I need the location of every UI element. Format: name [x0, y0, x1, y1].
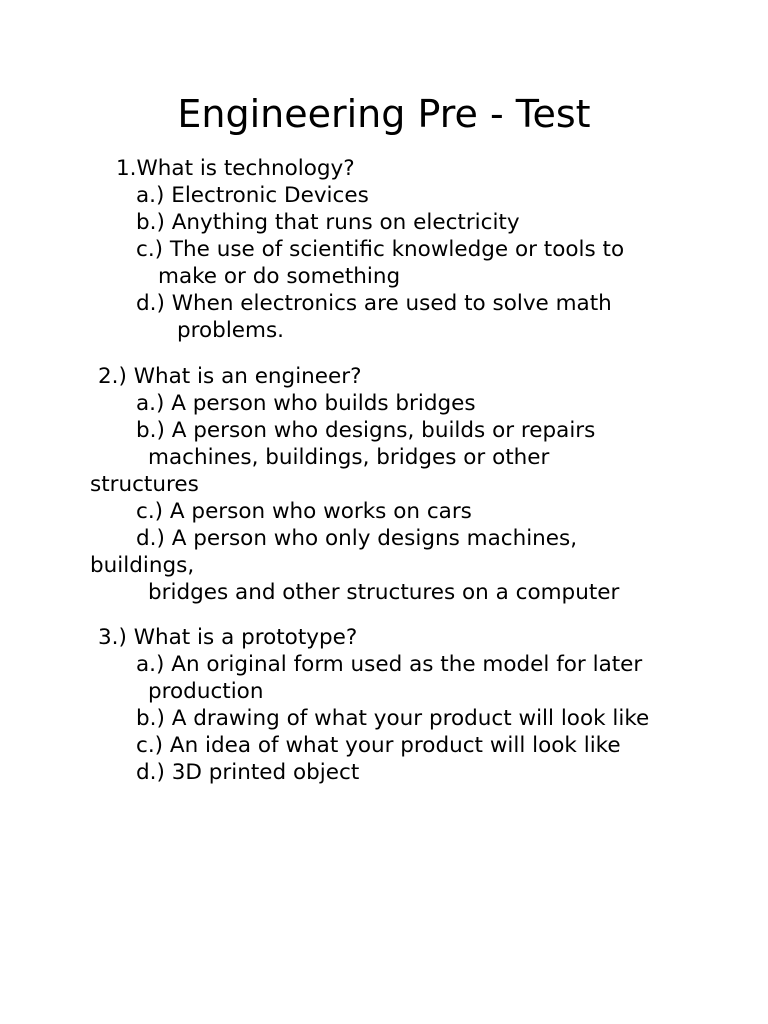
question-2-option-d-continued: buildings,	[90, 553, 195, 578]
question-2-option-d: d.) A person who only designs machines,	[136, 526, 578, 551]
question-2-prompt: 2.) What is an engineer?	[98, 364, 362, 389]
question-1-option-b: b.) Anything that runs on electricity	[136, 210, 520, 235]
question-3-option-c: c.) An idea of what your product will look like	[136, 733, 621, 758]
question-3-option-b: b.) A drawing of what your product will look like	[136, 706, 650, 731]
question-1-option-d-continued: problems.	[177, 318, 284, 343]
question-1-option-d: d.) When electronics are used to solve math	[136, 291, 612, 316]
question-3-prompt: 3.) What is a prototype?	[98, 625, 358, 650]
question-2-option-c: c.) A person who works on cars	[136, 499, 472, 524]
question-3-option-a-continued: production	[148, 679, 264, 704]
question-2-option-a: a.) A person who builds bridges	[136, 391, 476, 416]
question-2-option-b: b.) A person who designs, builds or repairs	[136, 418, 596, 443]
question-1-option-c: c.) The use of scientific knowledge or tools to	[136, 237, 625, 262]
document-title: Engineering Pre - Test	[177, 92, 591, 136]
question-1-prompt: 1.What is technology?	[116, 156, 355, 181]
question-3-option-a: a.) An original form used as the model for later	[136, 652, 643, 677]
question-3-option-d: d.) 3D printed object	[136, 760, 360, 785]
question-2-option-d-continued-2: bridges and other structures on a computer	[148, 580, 620, 605]
question-2-option-b-continued: machines, buildings, bridges or other	[148, 445, 550, 470]
question-2-option-b-continued-2: structures	[90, 472, 199, 497]
question-1-option-c-continued: make or do something	[158, 264, 401, 289]
question-1-option-a: a.) Electronic Devices	[136, 183, 369, 208]
